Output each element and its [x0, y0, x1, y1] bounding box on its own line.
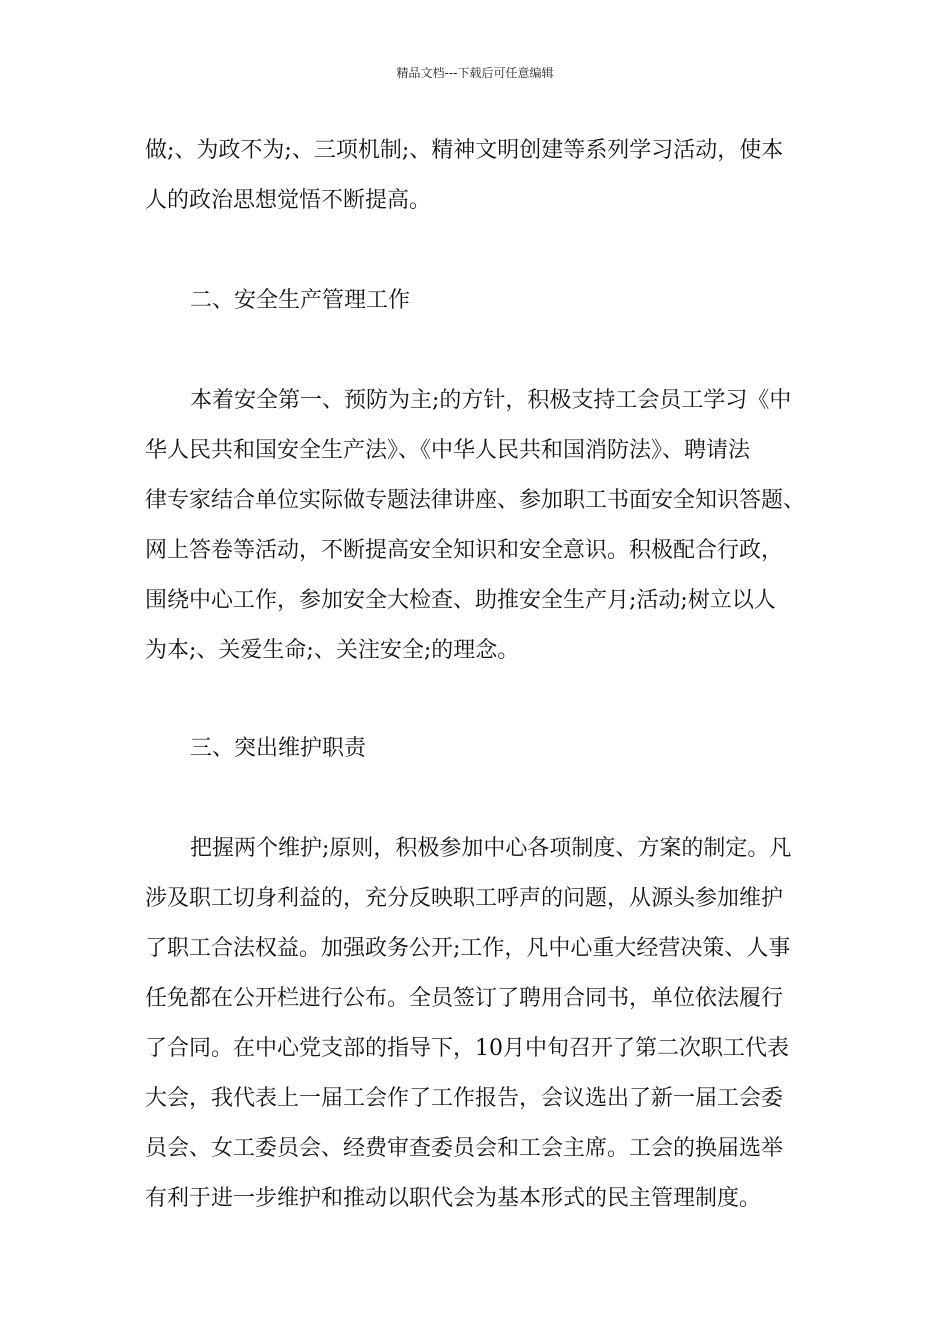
section-2-paragraph: [145, 376, 825, 676]
paragraph-line: 做;、为政不为;、三项机制;、精神文明创建等系列学习活动，使本: [145, 138, 784, 163]
paragraph-line: 华人民共和国安全生产法》、《中华人民共和国消防法》、聘请法: [145, 438, 751, 463]
paragraph-line: 网上答卷等活动，不断提高安全知识和安全意识。积极配合行政，: [145, 538, 784, 563]
paragraph-line: 任免都在公开栏进行公布。全员签订了聘用合同书，单位依法履行: [145, 986, 784, 1011]
paragraph-line: 了合同。在中心党支部的指导下，10月中旬召开了第二次职工代表: [145, 1036, 789, 1061]
paragraph-line: 为本;、关爱生命;、关注安全;的理念。: [145, 638, 520, 663]
paragraph-line: 有利于进一步维护和推动以职代会为基本形式的民主管理制度。: [145, 1186, 762, 1211]
paragraph-line: 围绕中心工作，参加安全大检查、助推安全生产月;活动;树立以人: [145, 588, 776, 613]
paragraph-line: 员会、女工委员会、经费审查委员会和工会主席。工会的换届选举: [145, 1136, 784, 1161]
section-3-heading: 三、突出维护职责: [190, 736, 367, 761]
paragraph-line: 把握两个维护;原则，积极参加中心各项制度、方案的制定。凡: [190, 836, 792, 861]
paragraph-line: 了职工合法权益。加强政务公开;工作，凡中心重大经营决策、人事: [145, 936, 791, 961]
paragraph-line: 律专家结合单位实际做专题法律讲座、参加职工书面安全知识答题、: [145, 488, 806, 513]
section-3-paragraph: [145, 824, 825, 1224]
paragraph-line: 人的政治思想觉悟不断提高。: [145, 188, 432, 213]
paragraph-line: 本着安全第一、预防为主;的方针，积极支持工会员工学习《中: [190, 388, 792, 413]
section-2-heading-block: [145, 276, 825, 326]
section-2-heading: 二、安全生产管理工作: [190, 288, 411, 313]
page-header: 精品文档---下载后可任意编辑: [396, 66, 554, 80]
intro-paragraph: [145, 126, 825, 226]
paragraph-line: 大会，我代表上一届工会作了工作报告，会议选出了新一届工会委: [145, 1086, 784, 1111]
paragraph-line: 涉及职工切身利益的，充分反映职工呼声的问题，从源头参加维护: [145, 886, 784, 911]
section-3-heading-block: [145, 724, 825, 774]
